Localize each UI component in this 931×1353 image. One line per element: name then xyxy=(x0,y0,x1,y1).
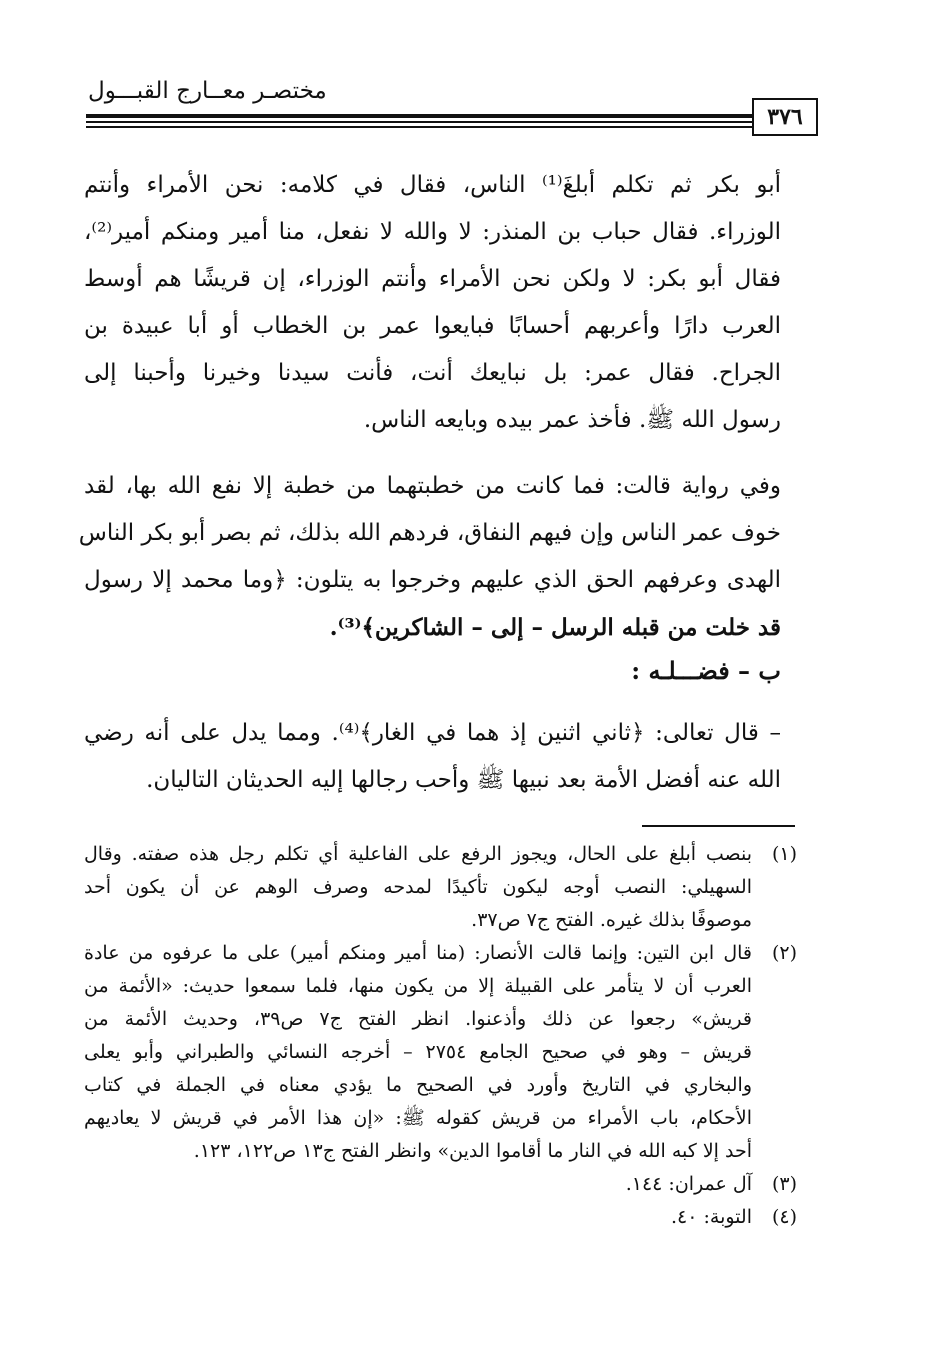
section-heading: ب – فضـــلـه : xyxy=(631,656,781,685)
paragraph-1 xyxy=(84,162,781,444)
text-line: الهدى وعرفهم الحق الذي عليهم وخرجوا به يتلون: ﴿وما محمد إلا رسول xyxy=(84,567,781,593)
text-line: وفي رواية قالت: فما كانت من خطبتهما من خطبة إلا نفع الله بها، لقد xyxy=(84,473,781,499)
text-line: العرب دارًا وأعربهم أحسابًا فبايعوا عمر بن الخطاب أو أبا عبيدة بن xyxy=(84,313,781,339)
header-rule-thin-2 xyxy=(86,126,752,128)
text-line: قد خلت من قبله الرسل – إلى – الشاكرين﴾⁽³⁾. xyxy=(329,614,781,641)
footnote-line: آل عمران: ١٤٤. xyxy=(625,1173,752,1195)
page-number: ٣٧٦ xyxy=(752,98,818,136)
footnote-line: الأحكام، باب الأمراء من قريش كقوله ﷺ: «إن هذا الأمر في قريش لا يعاديهم xyxy=(84,1107,752,1129)
paragraph-2 xyxy=(78,463,781,651)
text-line: فقال أبو بكر: لا ولكن نحن الأمراء وأنتم الوزراء، إن قريشًا هم أوسط xyxy=(84,266,781,292)
footnote-number: (٤) xyxy=(771,1206,797,1228)
header-rule-thick xyxy=(86,114,752,118)
footnote-line: أحد إلا كبه الله في النار ما أقاموا الدين» وانظر الفتح ج١٣ ص١٢٢، ١٢٣. xyxy=(193,1140,752,1162)
footnote-3 xyxy=(84,1168,797,1201)
footnote-number: (١) xyxy=(771,843,797,865)
footnote-line: بنصب أبلغ على الحال، ويجوز الرفع على الفاعلية أي تكلم رجل هذه صفته. وقال xyxy=(84,843,752,865)
footnote-number: (٣) xyxy=(771,1173,797,1195)
footnote-line: والبخاري في التاريخ وأورد في الصحيح ما يؤدي معناه في الجملة في كتاب xyxy=(84,1074,752,1096)
text-line: – قال تعالى: ﴿ثاني اثنين إذ هما في الغار﴾⁽⁴⁾. ومما يدل على أنه رضي xyxy=(84,720,781,746)
footnote-line: التوبة: ٤٠. xyxy=(670,1206,752,1228)
footnote-line: قريش» رجعوا عن ذلك وأذعنوا. انظر الفتح ج٧ ص٣٩، وحديث الأئمة من xyxy=(84,1008,752,1030)
running-title: مختصـر معــارج القبـــول xyxy=(88,78,327,104)
text-line: الوزراء. فقال حباب بن المنذر: لا والله لا نفعل، منا أمير ومنكم أمير⁽²⁾، xyxy=(84,219,781,245)
footnote-line: قريش – وهو في صحيح الجامع ٢٧٥٤ – أخرجه النسائي والطبراني وأبو يعلى xyxy=(84,1041,752,1063)
text-line: الله عنه أفضل الأمة بعد نبيها ﷺ وأحب رجالها إليه الحديثان التاليان. xyxy=(146,767,781,793)
text-line: خوف عمر الناس وإن فيهم النفاق، فردهم الله بذلك، ثم بصر أبو بكر الناس xyxy=(78,520,781,546)
footnote-1 xyxy=(84,838,797,937)
footnote-line: قال ابن التين: وإنما قالت الأنصار: (منا أمير ومنكم أمير) على ما عرفوه من عادة xyxy=(84,942,752,964)
footnote-line: العرب أن لا يتأمر على القبيلة إلا من يكون منها، فلما سمعوا حديث: «الأئمة من xyxy=(84,975,752,997)
footnotes xyxy=(84,838,797,1234)
footnote-line: السهيلي: النصب أوجه ليكون تأكيدًا لمدحه وصرف الوهم عن أن يكون أحد xyxy=(84,876,752,898)
header-rule-thin xyxy=(86,121,752,123)
text-line: الجراح. فقال عمر: بل نبايعك أنت، فأنت سيدنا وخيرنا وأحبنا إلى xyxy=(84,360,781,386)
footnote-number: (٢) xyxy=(771,942,797,964)
text-line: أبو بكر ثم تكلم أبلغَ⁽¹⁾ الناس، فقال في كلامه: نحن الأمراء وأنتم xyxy=(84,172,781,198)
footnote-2 xyxy=(84,937,797,1168)
text-line: رسول الله ﷺ. فأخذ عمر بيده وبايعه الناس. xyxy=(363,407,781,433)
paragraph-3 xyxy=(84,710,781,804)
footnote-separator xyxy=(642,825,795,827)
footnote-4 xyxy=(84,1201,797,1234)
footnote-line: موصوفًا بذلك غيره. الفتح ج٧ ص٣٧. xyxy=(471,909,752,931)
